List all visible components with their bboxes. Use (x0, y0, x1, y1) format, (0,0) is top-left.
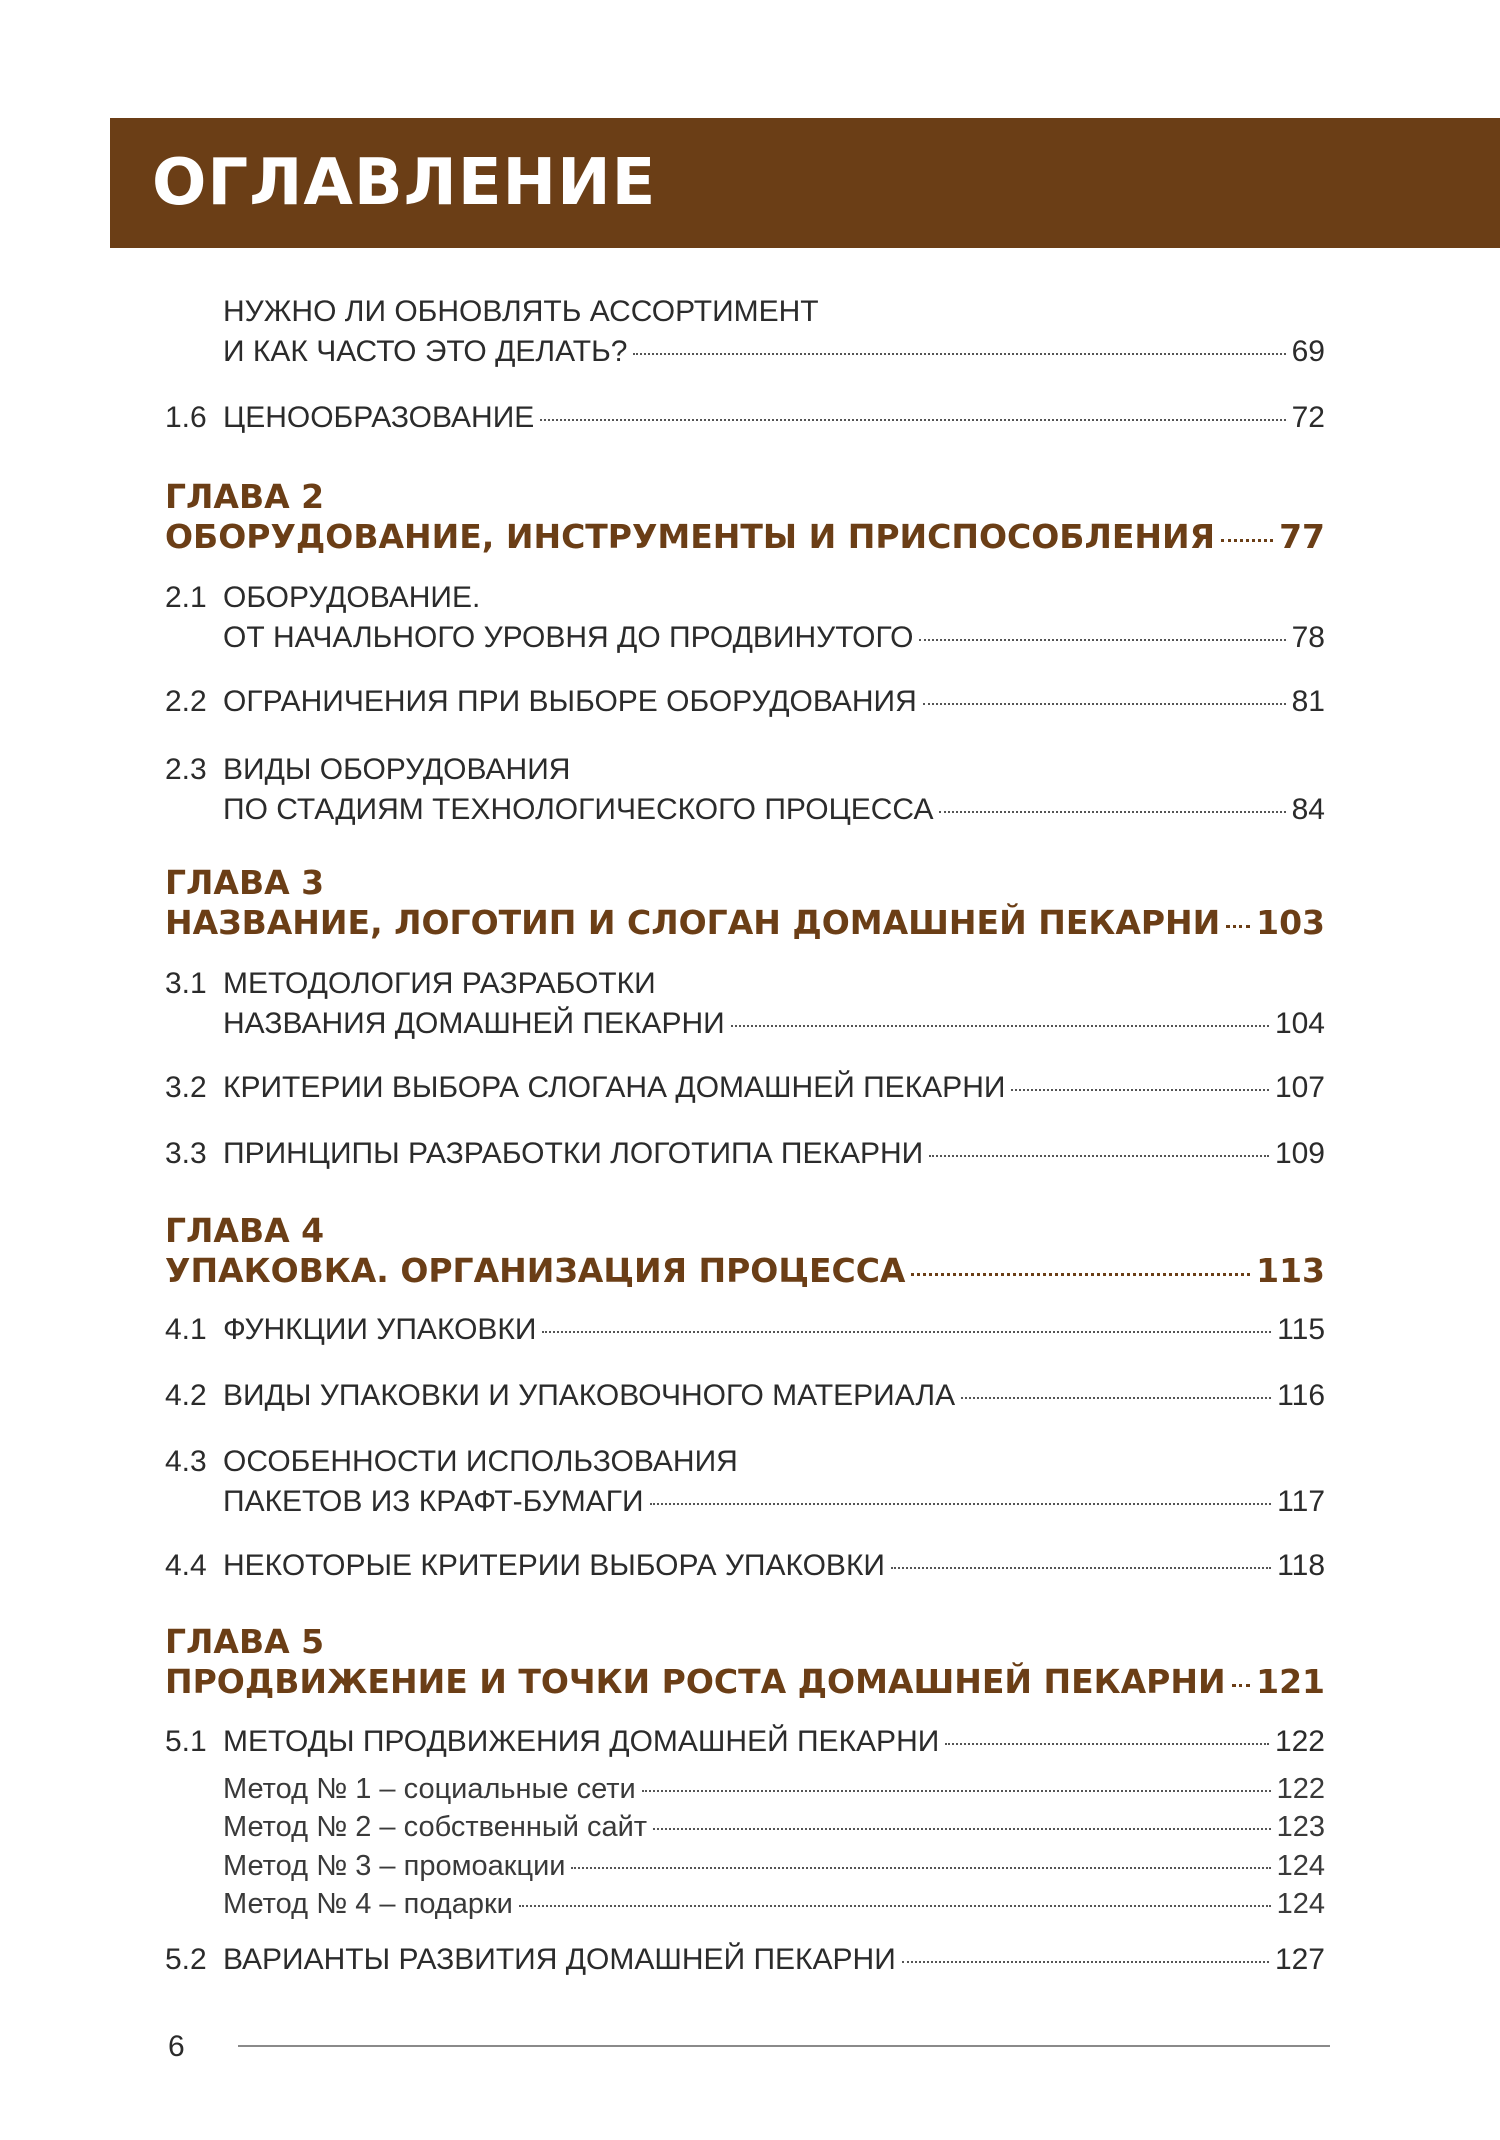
toc-page-number: 124 (1276, 1850, 1325, 1882)
toc-section-number: 2.1 (165, 581, 207, 614)
dot-leader (571, 1867, 1270, 1869)
toc-entry-title: И КАК ЧАСТО ЭТО ДЕЛАТЬ? (223, 335, 628, 368)
dot-leader (519, 1905, 1271, 1907)
footer-page-number: 6 (168, 2030, 185, 2063)
toc-entry-title: КРИТЕРИИ ВЫБОРА СЛОГАНА ДОМАШНЕЙ ПЕКАРНИ (223, 1071, 1006, 1104)
toc-entry[interactable] (165, 1722, 1325, 1762)
toc-entry-title: ПО СТАДИЯМ ТЕХНОЛОГИЧЕСКОГО ПРОЦЕССА (223, 793, 934, 826)
dot-leader (1011, 1089, 1269, 1091)
toc-subentry[interactable] (165, 1769, 1325, 1809)
dot-leader (542, 1331, 1271, 1333)
toc-entry-title: ЦЕНООБРАЗОВАНИЕ (223, 401, 535, 434)
toc-page-number: 122 (1276, 1773, 1325, 1805)
toc-section-number: 1.6 (165, 401, 207, 434)
chapter-label: ГЛАВА 4 (165, 1211, 325, 1250)
toc-page-number: 69 (1291, 335, 1325, 368)
toc-entry[interactable] (165, 750, 1325, 830)
toc-subentry[interactable] (165, 1807, 1325, 1847)
toc-entry-title: ФУНКЦИИ УПАКОВКИ (223, 1313, 537, 1346)
chapter-label: ГЛАВА 5 (165, 1622, 325, 1661)
toc-section-number: 5.2 (165, 1943, 207, 1976)
dot-leader (1221, 539, 1273, 542)
toc-subentry-title: Метод № 3 – промоакции (223, 1850, 566, 1882)
toc-entry-title: НАЗВАНИЯ ДОМАШНЕЙ ПЕКАРНИ (223, 1007, 725, 1040)
toc-chapter[interactable] (165, 863, 1325, 943)
toc-entry-title: ОСОБЕННОСТИ ИСПОЛЬЗОВАНИЯ (223, 1445, 738, 1478)
toc-entry[interactable] (165, 1134, 1325, 1174)
toc-subentry[interactable] (165, 1884, 1325, 1924)
dot-leader (540, 419, 1285, 421)
dot-leader (653, 1828, 1271, 1830)
dot-leader (731, 1025, 1269, 1027)
dot-leader (891, 1567, 1271, 1569)
toc-entry[interactable] (165, 1310, 1325, 1350)
toc-page-number: 113 (1256, 1251, 1325, 1290)
page-title: ОГЛАВЛЕНИЕ (152, 146, 657, 220)
toc-page-number: 115 (1277, 1313, 1325, 1346)
dot-leader (919, 639, 1285, 641)
toc-entry-title: ВИДЫ ОБОРУДОВАНИЯ (223, 753, 571, 786)
footer-rule (238, 2045, 1330, 2047)
toc-page-number: 81 (1291, 685, 1325, 718)
toc-entry-title: ОГРАНИЧЕНИЯ ПРИ ВЫБОРЕ ОБОРУДОВАНИЯ (223, 685, 917, 718)
toc-chapter[interactable] (165, 1211, 1325, 1291)
toc-entry-title: МЕТОДОЛОГИЯ РАЗРАБОТКИ (223, 967, 656, 1000)
dot-leader (939, 811, 1285, 813)
toc-page-number: 77 (1279, 517, 1325, 556)
dot-leader (1226, 925, 1250, 928)
dot-leader (929, 1155, 1269, 1157)
toc-entry-title: НЕКОТОРЫЕ КРИТЕРИИ ВЫБОРА УПАКОВКИ (223, 1549, 885, 1582)
toc-entry-title: МЕТОДЫ ПРОДВИЖЕНИЯ ДОМАШНЕЙ ПЕКАРНИ (223, 1725, 940, 1758)
toc-entry-title: ВИДЫ УПАКОВКИ И УПАКОВОЧНОГО МАТЕРИАЛА (223, 1379, 956, 1412)
toc-entry[interactable] (165, 292, 1325, 372)
toc-entry-title: ВАРИАНТЫ РАЗВИТИЯ ДОМАШНЕЙ ПЕКАРНИ (223, 1943, 896, 1976)
toc-entry[interactable] (165, 1068, 1325, 1108)
toc-page-number: 78 (1291, 621, 1325, 654)
dot-leader (945, 1743, 1269, 1745)
toc-subentry-title: Метод № 4 – подарки (223, 1888, 513, 1920)
toc-entry-title: ПРИНЦИПЫ РАЗРАБОТКИ ЛОГОТИПА ПЕКАРНИ (223, 1137, 924, 1170)
toc-page-number: 118 (1277, 1549, 1325, 1582)
dot-leader (902, 1961, 1269, 1963)
dot-leader (911, 1273, 1250, 1276)
toc-entry-title: ОТ НАЧАЛЬНОГО УРОВНЯ ДО ПРОДВИНУТОГО (223, 621, 914, 654)
toc-entry[interactable] (165, 1940, 1325, 1980)
dot-leader (961, 1397, 1271, 1399)
toc-section-number: 3.2 (165, 1071, 207, 1104)
toc-section-number: 5.1 (165, 1725, 207, 1758)
toc-page-number: 122 (1274, 1725, 1325, 1758)
toc-entry[interactable] (165, 1376, 1325, 1416)
toc-section-number: 3.3 (165, 1137, 207, 1170)
chapter-label: ГЛАВА 2 (165, 477, 325, 516)
toc-page-number: 117 (1277, 1485, 1325, 1518)
toc-subentry-title: Метод № 1 – социальные сети (223, 1773, 636, 1805)
toc-entry-title: ОБОРУДОВАНИЕ. (223, 581, 481, 614)
dot-leader (923, 703, 1286, 705)
dot-leader (642, 1790, 1271, 1792)
toc-entry-title: ПАКЕТОВ ИЗ КРАФТ-БУМАГИ (223, 1485, 644, 1518)
toc-entry[interactable] (165, 1546, 1325, 1586)
toc-page-number: 104 (1274, 1007, 1325, 1040)
toc-section-number: 4.1 (165, 1313, 207, 1346)
toc-entry[interactable] (165, 578, 1325, 658)
dot-leader (1232, 1684, 1251, 1687)
dot-leader (650, 1503, 1272, 1505)
toc-page-number: 103 (1256, 903, 1325, 942)
dot-leader (633, 353, 1285, 355)
toc-section-number: 4.4 (165, 1549, 207, 1582)
chapter-title: ПРОДВИЖЕНИЕ И ТОЧКИ РОСТА ДОМАШНЕЙ ПЕКАРНИ (165, 1662, 1226, 1701)
toc-page-number: 127 (1274, 1943, 1325, 1976)
toc-section-number: 2.2 (165, 685, 207, 718)
toc-page-number: 109 (1274, 1137, 1325, 1170)
toc-page-number: 121 (1256, 1662, 1325, 1701)
toc-entry[interactable] (165, 1442, 1325, 1522)
toc-entry-title: НУЖНО ЛИ ОБНОВЛЯТЬ АССОРТИМЕНТ (223, 295, 819, 328)
toc-page-number: 84 (1291, 793, 1325, 826)
toc-subentry-title: Метод № 2 – собственный сайт (223, 1811, 648, 1843)
chapter-label: ГЛАВА 3 (165, 863, 325, 902)
toc-page-number: 116 (1277, 1379, 1325, 1412)
toc-section-number: 4.2 (165, 1379, 207, 1412)
toc-subentry[interactable] (165, 1846, 1325, 1886)
toc-entry[interactable] (165, 964, 1325, 1044)
chapter-title: УПАКОВКА. ОРГАНИЗАЦИЯ ПРОЦЕССА (165, 1251, 906, 1290)
toc-page-number: 123 (1276, 1811, 1325, 1843)
toc-section-number: 3.1 (165, 967, 207, 1000)
toc-entry[interactable] (165, 398, 1325, 438)
chapter-title: ОБОРУДОВАНИЕ, ИНСТРУМЕНТЫ И ПРИСПОСОБЛЕНИЯ (165, 517, 1216, 556)
toc-chapter[interactable] (165, 477, 1325, 557)
header-band (110, 118, 1500, 248)
toc-entry[interactable] (165, 682, 1325, 722)
toc-section-number: 2.3 (165, 753, 207, 786)
toc-page-number: 124 (1276, 1888, 1325, 1920)
toc-page-number: 107 (1274, 1071, 1325, 1104)
chapter-title: НАЗВАНИЕ, ЛОГОТИП И СЛОГАН ДОМАШНЕЙ ПЕКАРНИ (165, 903, 1221, 942)
toc-page-number: 72 (1291, 401, 1325, 434)
toc-section-number: 4.3 (165, 1445, 207, 1478)
toc-chapter[interactable] (165, 1622, 1325, 1702)
